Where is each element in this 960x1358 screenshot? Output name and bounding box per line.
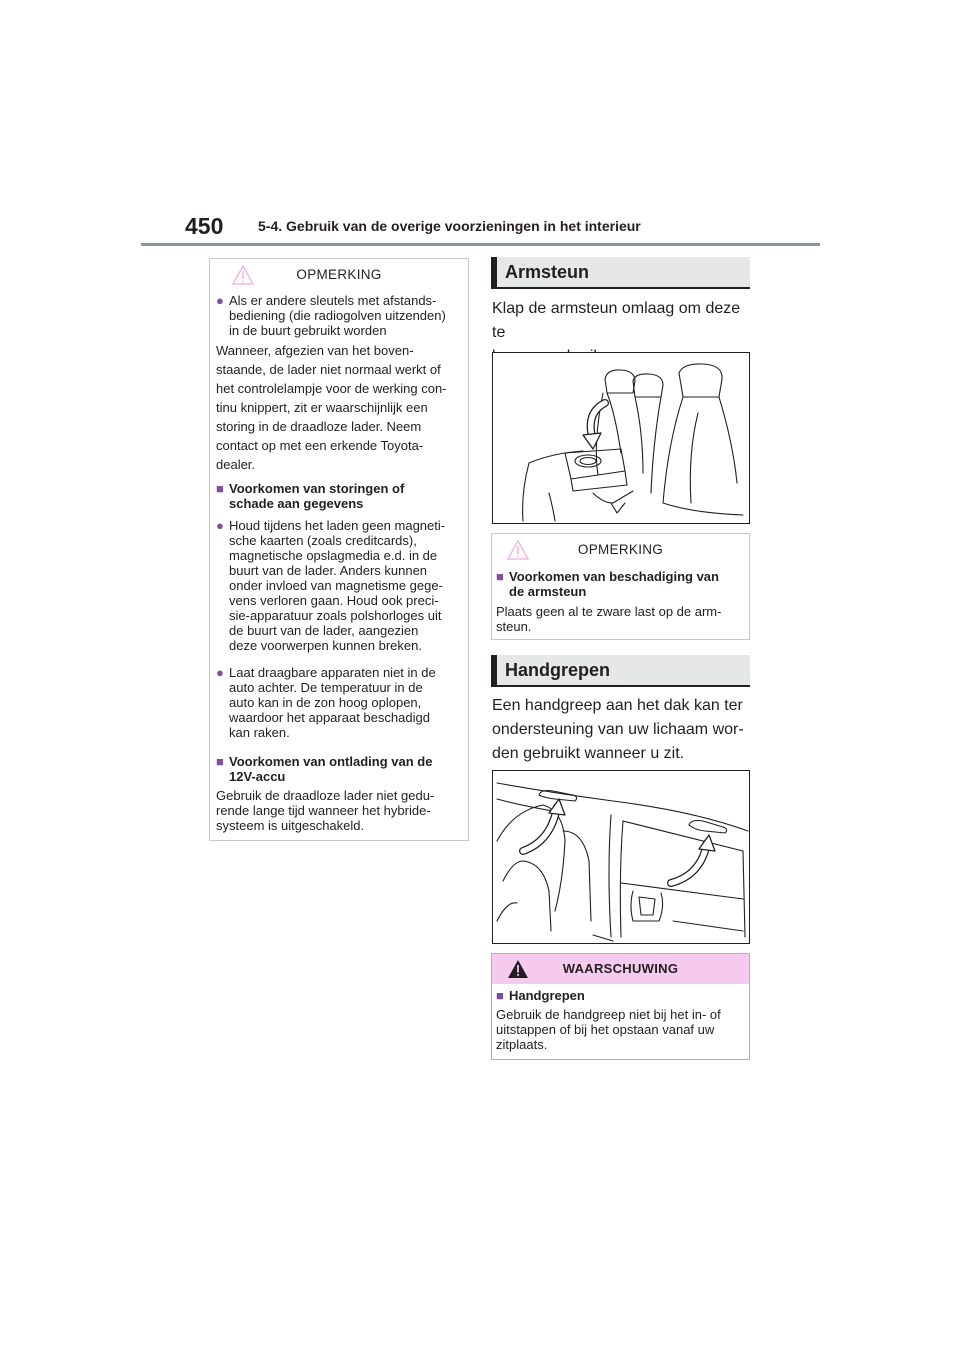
handgrepen-text: Een handgreep aan het dak kan ter ondersteuning van uw lichaam wor- den gebruikt wanneer u zit.: [492, 697, 744, 762]
page-number: 450: [185, 213, 224, 239]
square-bullet-icon: ■: [496, 569, 504, 584]
note-bullet-1: Als er andere sleutels met afstands- bediening (die radiogolven uitzenden) in de buurt gebruikt worden: [229, 293, 446, 338]
warning-title: WAARSCHUWING: [562, 961, 679, 976]
note-title: OPMERKING: [296, 267, 382, 282]
note-text: Plaats geen al te zware last op de arm- steun.: [496, 604, 722, 634]
note-box-armsteun: [491, 533, 750, 640]
note-subheading-1: Voorkomen van storingen of schade aan gegevens: [229, 481, 405, 511]
heading-handgrepen-label: Handgrepen: [505, 659, 611, 680]
heading-tab: [491, 257, 497, 287]
heading-tab: [491, 655, 497, 685]
note-bullet-3: Laat draagbare apparaten niet in de auto achter. De temperatuur in de auto kan in de zon hoog oplopen, waardoor het apparaat beschadigd kan raken.: [229, 665, 436, 740]
note-title: OPMERKING: [577, 542, 664, 557]
warning-subheading: Handgrepen: [509, 988, 585, 1003]
bullet-icon: ●: [216, 293, 224, 308]
square-bullet-icon: ■: [216, 481, 224, 496]
armrest-drawing: [493, 353, 749, 523]
square-bullet-icon: ■: [496, 988, 504, 1003]
handgrip-illustration: [492, 770, 750, 944]
section-title: 5-4. Gebruik van de overige voorzieningen in het interieur: [258, 218, 641, 234]
armrest-illustration: [492, 352, 750, 524]
heading-armsteun: [491, 257, 750, 289]
header-rule: [141, 243, 820, 246]
note-subheading-2: Voorkomen van ontlading van de 12V-accu: [229, 754, 433, 784]
note-bullet-2: Houd tijdens het laden geen magneti- sche kaarten (zoals creditcards), magnetische opslagmedia e.d. in de buurt van de lader. Anders kunnen onder invloed van magnetisme gege- vens verloren gaan. Houd ook preci- sie-apparatuur zoals polshorloges uit de buurt van de lader, aangezien deze voorwerpen kunnen breken.: [229, 518, 446, 653]
warning-box: [491, 953, 750, 1060]
note-box-left: [209, 258, 469, 841]
warning-text: Gebruik de handgreep niet bij het in- of uitstappen of bij het opstaan vanaf uw zitplaats.: [496, 1007, 721, 1052]
bullet-icon: ●: [216, 665, 224, 680]
square-bullet-icon: ■: [216, 754, 224, 769]
armsteun-text: Klap de armsteun omlaag om deze te: [492, 300, 741, 341]
heading-handgrepen: [491, 655, 750, 687]
bullet-icon: ●: [216, 518, 224, 533]
note-subheading: Voorkomen van beschadiging van de armsteun: [509, 569, 719, 599]
note-paragraph-1: Wanneer, afgezien van het boven- staande, de lader niet normaal werkt of het controlelampje voor de werking con- tinu knippert, zit er waarschijnlijk een storing in de draadloze lader. Neem contact op met een erkende Toyota- dealer.: [216, 343, 447, 472]
note-paragraph-2: Gebruik de draadloze lader niet gedu- rende lange tijd wanneer het hybride- systeem is uitgeschakeld.: [216, 788, 435, 833]
handgrip-drawing: [493, 771, 749, 943]
heading-armsteun-label: Armsteun: [505, 261, 590, 282]
